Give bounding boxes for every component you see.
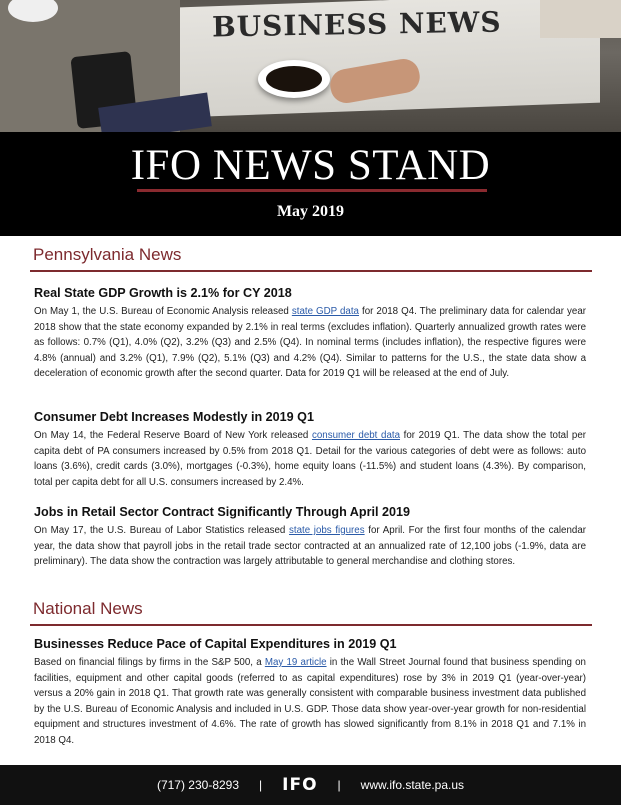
state-gdp-data-link[interactable]: state GDP data [291,306,359,317]
section-divider [30,270,592,272]
article-body: On May 14, the Federal Reserve Board of New York released consumer debt data for 2019 Q1. The data show the total per capita debt of PA consumers increased by 0.5% from 2018 Q1. Detail for the various categories of debt were as follows: auto loans (3.6%), credit cards (3.0%), mortgages (-0.3%), home equity loans (-11.5%) and student loans (4.3%). By comparison, total per capita debt for all U.S. consumers increased by 2.4%. [34,430,586,488]
wsj-article-link[interactable]: May 19 article [264,657,327,668]
article-title: Consumer Debt Increases Modestly in 2019 Q1 [34,410,314,424]
issue-date: May 2019 [276,203,345,220]
article-title: Businesses Reduce Pace of Capital Expenditures in 2019 Q1 [34,637,397,651]
footer-separator: | [337,778,341,792]
header-photo [0,0,621,132]
section-divider [30,624,592,626]
photo-coffee [266,66,322,92]
footer-phone: (717) 230-8293 [156,778,240,792]
article-body: On May 1, the U.S. Bureau of Economic Analysis released state GDP data for 2018 Q4. The preliminary data for calendar year 2018 show that the state economy expanded by 2.1% in real terms (excludes inflation). Quarterly annualized growth rates were as follows: 0.7% (Q1), 4.0% (Q2), 3.2% (Q3) and 2.5% (Q4). In nominal terms (includes inflation), the respective figures were 4.8% (annual) and 3.2% (Q1), 7.9% (Q2), 5.1% (Q3) and 4.2% (Q4). Similar to patterns for the U.S., the state data show a deceleration of economic growth after the second quarter. Data for 2019 Q1 will be released at the end of July. [34,306,586,380]
article [34,410,586,490]
newsletter-title: IFO NEWS STAND [130,142,491,189]
photo-background-item [540,0,621,38]
article-title: Jobs in Retail Sector Contract Significantly Through April 2019 [34,505,411,519]
section-heading-pennsylvania: Pennsylvania News [33,245,182,264]
footer-separator: | [259,778,263,792]
consumer-debt-data-link[interactable]: consumer debt data [311,430,401,441]
state-jobs-figures-link[interactable]: state jobs figures [289,525,365,536]
article-body: Based on financial filings by firms in the S&P 500, a May 19 article in the Wall Street Journal found that business spending on facilities, equipment and other capital goods (referred to as capital expenditures) rose by 3% in 2019 Q1 (year-over-year) versus a 20% gain in 2018 Q1. That growth rate was generally consistent with comparable business investment data published by the U.S. Bureau of Economic Analysis and included in U.S. GDP. Those data show year-over-year growth for non-residential equipment and structures investment of 4.6%. The rate of growth has slowed significantly from 8.1% in 2018 Q1 and 7.1% in 2018 Q4. [34,657,586,746]
title-banner [0,132,621,236]
section-heading-national: National News [33,599,143,618]
article-title: Real State GDP Growth is 2.1% for CY 2018 [34,286,292,300]
title-divider [137,189,487,192]
ifo-logo: IFO [282,775,318,795]
footer [0,765,621,805]
article [34,505,586,570]
article [34,637,586,749]
newspaper-masthead: BUSINESS NEWS [211,5,502,44]
footer-website-link[interactable]: www.ifo.state.pa.us [360,778,465,792]
article-body: On May 17, the U.S. Bureau of Labor Statistics released state jobs figures for April. For the first four months of the calendar year, the data show that payroll jobs in the retail trade sector contracted at an annualized rate of 12,100 jobs (-1.9%, data are preliminary). The data show the contraction was largely attributable to general merchandise and clothing stores. [34,525,586,568]
article [34,286,586,382]
